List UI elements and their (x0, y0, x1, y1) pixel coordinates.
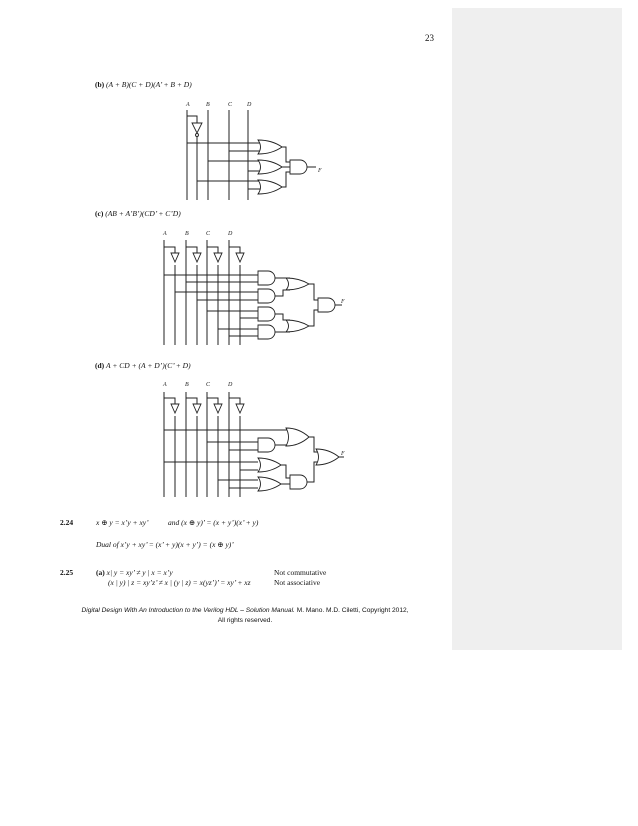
problem-2-25-number: 2.25 (60, 568, 74, 577)
circuit-b-input-d: D (247, 102, 252, 108)
footer-title: Digital Design With An Introduction to the Verilog HDL – Solution Manual. (81, 607, 295, 614)
circuit-c-input-b: B (185, 231, 189, 237)
circuit-b-input-c: C (228, 102, 233, 108)
circuit-c-input-c: C (206, 231, 211, 237)
circuit-d-or-3 (286, 428, 309, 446)
part-d-label: (d) (95, 361, 105, 370)
circuit-b-input-a: A (186, 102, 190, 108)
part-d-expression: A + CD + (A + D’)(C’ + D) (106, 361, 191, 370)
circuit-d-input-a: A (163, 382, 167, 388)
page-number: 23 (425, 33, 434, 43)
part-c-expression: (AB + A’B’)(CD’ + C’D) (105, 209, 181, 218)
problem-2-25-note1: Not commutative (274, 568, 327, 577)
circuit-d-input-c: C (206, 382, 211, 388)
problem-2-25-part-label: (a) (96, 568, 105, 577)
circuit-d-and-2 (290, 475, 307, 489)
circuit-b-input-b: B (206, 102, 210, 108)
part-c-label: (c) (95, 209, 104, 218)
circuit-d-inverter-a (171, 404, 179, 413)
part-b-expression: (A + B)(C + D)(A’ + B + D) (106, 80, 192, 89)
problem-2-25-line1-expr: x| y = xy’ ≠ y | x = x’y (106, 568, 173, 577)
circuit-d-or-1 (258, 458, 281, 472)
circuit-c-input-a: A (163, 231, 167, 237)
problem-2-25-note2: Not associative (274, 578, 321, 587)
circuit-d-and-1 (258, 438, 275, 452)
footer-rest: M. Mano. M.D. Ciletti, Copyright 2012, (294, 607, 409, 614)
problem-2-25-line1 (96, 568, 173, 577)
problem-2-24-line1a: x ⊕ y = x’y + xy’ (96, 518, 149, 527)
page-footer (60, 606, 430, 625)
circuit-d-inverter-c (214, 404, 222, 413)
circuit-c-output: F (341, 299, 345, 305)
problem-2-24-number: 2.24 (60, 518, 74, 527)
circuit-d-inverter-d (236, 404, 244, 413)
circuit-d-output: F (341, 451, 345, 457)
circuit-b-output: F (318, 168, 322, 174)
circuit-c-input-d: D (228, 231, 233, 237)
footer-line2: All rights reserved. (217, 616, 273, 624)
part-b-label: (b) (95, 80, 105, 89)
circuit-d-input-b: B (185, 382, 189, 388)
circuit-d-or-2 (258, 477, 281, 491)
problem-2-25-line2: (x | y) | z = xy’z’ ≠ x | (y | z) = x(yz’)’ = xy’ + xz (108, 578, 251, 587)
circuit-d-or-out (316, 449, 339, 465)
circuit-d-inverter-b (193, 404, 201, 413)
problem-2-24-line1b: and (x ⊕ y)’ = (x + y’)(x’ + y) (168, 518, 259, 527)
circuit-d-input-d: D (228, 382, 233, 388)
problem-2-24-line2: Dual of x’y + xy’ = (x’ + y)(x + y’) = (x ⊕ y)’ (96, 540, 234, 549)
